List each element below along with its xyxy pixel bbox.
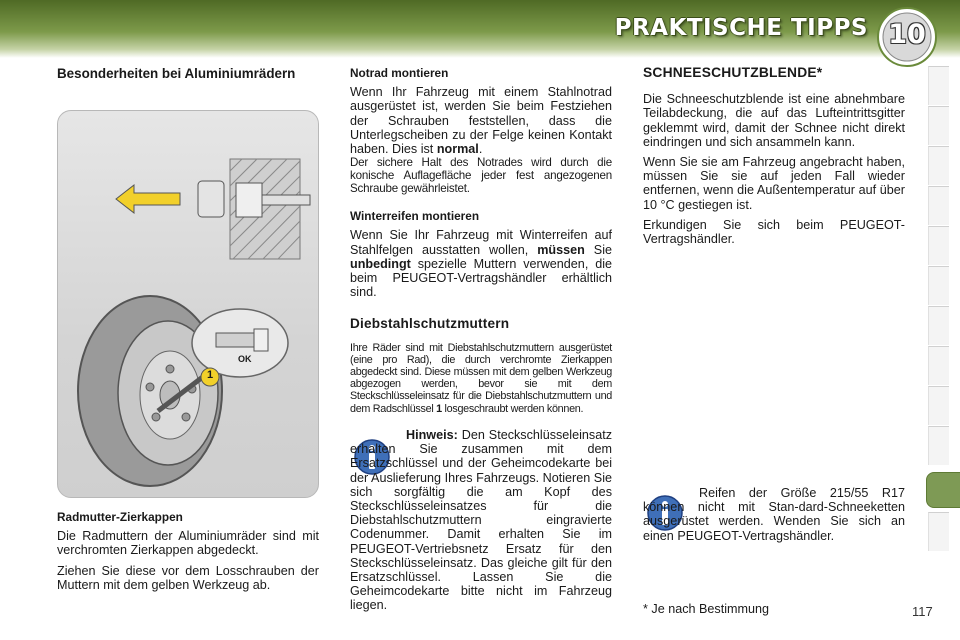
aluminium-wheels-heading: Besonderheiten bei Aluminiumrädern [57,66,296,81]
snow-shield-paragraph-1: Die Schneeschutzblende ist eine abnehmbare Teilabdeckung, die auf das Lufteintrittsgitter geklemmt wird, damit der Schnee nicht direkt eindringen und sich ansammeln kann. [643,92,905,149]
wheel-nut-diagram [58,111,318,497]
anti-theft-nuts-paragraph [350,342,612,415]
theft-text-part: Ihre Räder sind mit Diebstahlschutzmuttern ausgerüstet (eine pro Rad), die durch verchromte Zierkappen abgedeckt sind. Diese müssen mit dem gelben Werkzeug abgezogen werden, bevor sie mit dem Steckschlüsseleinsatz für die Diebstahlschutzmuttern und dem Radschlüssel [350,341,612,415]
side-tab[interactable] [928,512,949,551]
side-tab[interactable] [928,346,949,385]
side-tab-active[interactable] [926,472,960,508]
theft-text-end: losgeschraubt werden können. [441,402,584,415]
side-tab[interactable] [928,266,949,305]
note-hint-label: Hinweis: [406,428,458,442]
side-tab[interactable] [928,306,949,345]
hubcap-paragraph-1: Die Radmuttern der Aluminiumräder sind mit verchromten Zierkappen abgedeckt. [57,529,319,558]
middle-column [350,66,612,421]
anti-theft-nuts-heading: Diebstahlschutzmuttern [350,316,510,332]
winter-text-end: spezielle Muttern verwenden, die beim PEUGEOT-Vertragshändler erhältlich sind. [350,256,612,300]
note-tyres-paragraph: Reifen der Größe 215/55 R17 können nicht mit Stan-dard-Schneeketten ausgerüstet werden. Wenden Sie sich an einen PEUGEOT-Vertragshändler. [643,486,905,543]
winter-tyres-paragraph [350,228,612,299]
chapter-title: PRAKTISCHE TIPPS [614,15,868,41]
side-tab[interactable] [928,426,949,465]
snow-shield-paragraph-2: Wenn Sie sie am Fahrzeug angebracht haben, müssen Sie sie auf jeden Fall wieder entfernen, wenn die Außentemperatur auf über 10 °C gestiegen ist. [643,155,905,212]
winter-text-bold-1: müssen [537,242,585,257]
footnote: * Je nach Bestimmung [643,602,769,616]
hubcap-paragraph-2: Ziehen Sie diese vor dem Losschrauben der Muttern mit dem gelben Werkzeug ab. [57,563,319,592]
snow-shield-heading: SCHNEESCHUTZBLENDE* [643,65,823,80]
theft-text-bold: 1 [436,402,442,415]
note-hint-paragraph [350,428,612,613]
right-column [643,66,905,252]
spare-wheel-heading: Notrad montieren [350,66,449,80]
side-tab[interactable] [928,226,949,265]
wheel-illustration [57,110,319,498]
spare-text-bold: normal [436,142,479,157]
figure-callout-1: 1 [206,369,214,381]
side-tab[interactable] [928,66,949,105]
side-tab[interactable] [928,106,949,145]
spare-wheel-paragraph [350,85,612,156]
chapter-header [0,0,960,58]
winter-text-bold-2: unbedingt [350,256,411,271]
winter-text-part: Wenn Sie Ihr Fahrzeug mit Winterreifen auf Stahlfelgen ausstatten wollen, [350,228,612,257]
chapter-number: 10 [888,19,926,50]
snow-shield-paragraph-3: Erkundigen Sie sich beim PEUGEOT-Vertragshändler. [643,217,905,247]
spare-wheel-note: Der sichere Halt des Notrades wird durch die konische Auflagefläche jeder fest angezogenen Schraube gewährleistet. [350,156,612,196]
figure-ok-label: OK [238,354,252,364]
spare-text-part: Wenn Ihr Fahrzeug mit einem Stahlnotrad ausgerüstet ist, werden Sie beim Festziehen der Schrauben feststellen, dass die Unterlegscheiben zu der Felge keinen Kontakt haben. Dies ist [350,85,612,157]
side-tab[interactable] [928,146,949,185]
note-hint-text: Den Steckschlüsseleinsatz erhalten Sie zusammen mit dem Ersatzschlüssel und der Geheimcodekarte bei der Auslieferung Ihres Fahrzeugs. Notieren Sie sich sorgfältig die am Kopf des Steckschlüsseleinsatzes für die Diebstahlschutzmuttern eingravierte Codenummer. Damit erhalten Sie im PEUGEOT-Vertriebsnetz Ersatz für den Steckschlüsseleinsatz. Das gleiche gilt für den Ersatzschlüssel. Lassen Sie die Geheimcodekarte bitte nicht im Fahrzeug liegen. [350,428,612,613]
side-tab[interactable] [928,186,949,225]
note-hint [350,428,612,613]
winter-text-mid: Sie [584,242,613,257]
left-column-text [57,510,319,598]
left-column [57,66,319,89]
winter-tyres-heading: Winterreifen montieren [350,209,480,224]
page-number: 117 [912,604,933,619]
hubcap-heading: Radmutter-Zierkappen [57,510,183,524]
spare-text-end: . [478,142,483,157]
side-tab[interactable] [928,386,949,425]
chapter-badge [876,6,938,68]
note-tyres [643,486,905,543]
chapter-side-tabs [928,66,960,576]
